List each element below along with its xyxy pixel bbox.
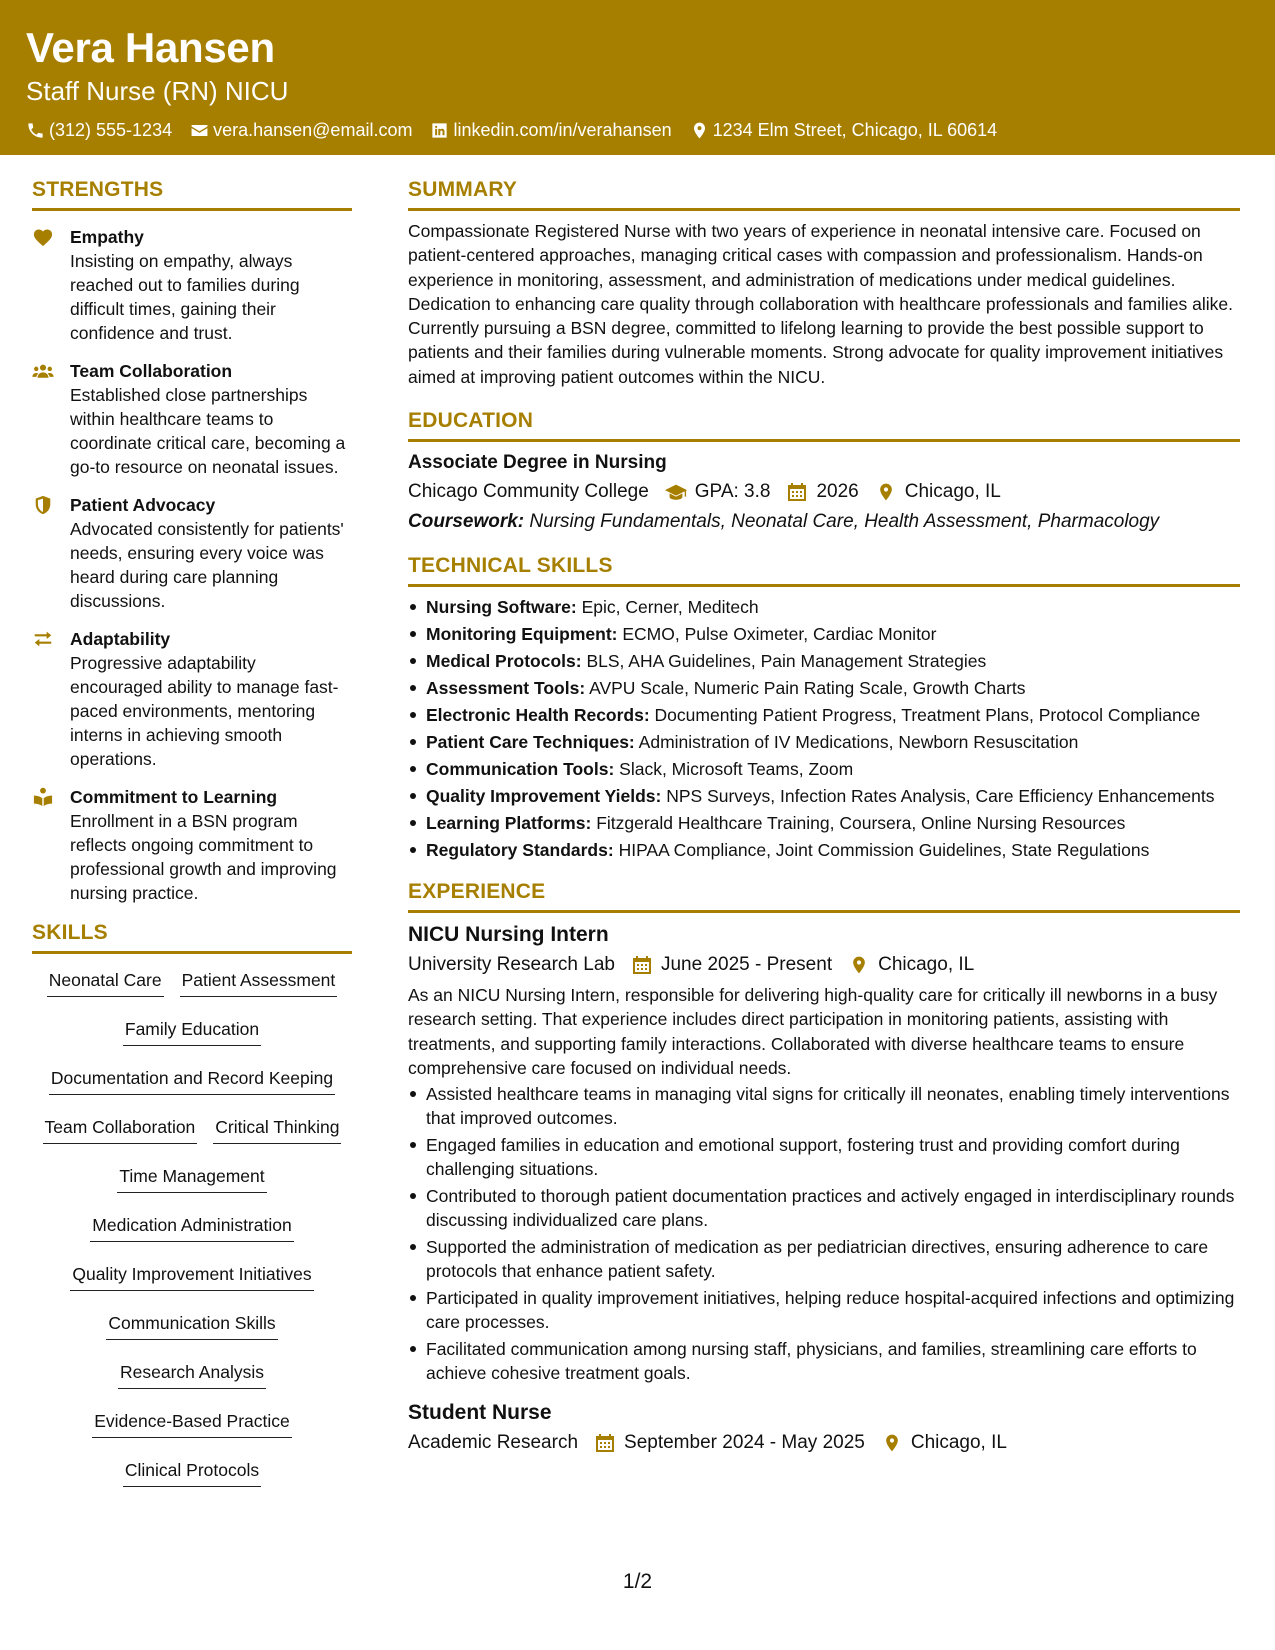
skill-tag: Critical Thinking xyxy=(213,1109,341,1144)
education-location: Chicago, IL xyxy=(904,481,1001,503)
strength-desc: Advocated consistently for patients' needs, ensuring every voice was heard during care planning discussions. xyxy=(70,519,344,611)
skill-tag: Documentation and Record Keeping xyxy=(49,1060,335,1095)
left-column xyxy=(32,176,352,1501)
book-reader-icon xyxy=(32,787,54,807)
strength-title: Empathy xyxy=(70,227,144,247)
degree-name: Associate Degree in Nursing xyxy=(408,452,667,474)
skill-tag: Medication Administration xyxy=(90,1207,293,1242)
arrows-exchange-icon xyxy=(32,629,54,649)
phone-text: (312) 555-1234 xyxy=(49,120,173,140)
experience-title: EXPERIENCE xyxy=(408,878,1240,913)
education-title: EDUCATION xyxy=(408,407,1240,442)
contact-linkedin[interactable] xyxy=(430,118,671,142)
contact-email[interactable] xyxy=(190,118,412,142)
list-item: Nursing Software: Epic, Cerner, Meditech xyxy=(408,595,1240,619)
strength-item xyxy=(32,785,352,905)
shield-icon xyxy=(32,495,54,515)
list-item: Monitoring Equipment: ECMO, Pulse Oximeter, Cardiac Monitor xyxy=(408,622,1240,646)
graduation-year: 2026 xyxy=(816,481,859,503)
job-entry xyxy=(408,1399,1240,1457)
skills-title: SKILLS xyxy=(32,919,352,954)
graduation-cap-icon xyxy=(665,482,687,502)
map-marker-icon xyxy=(881,1433,903,1453)
strength-item xyxy=(32,627,352,771)
list-item: Quality Improvement Yields: NPS Surveys, Infection Rates Analysis, Care Efficiency Enhancements xyxy=(408,784,1240,808)
job-meta xyxy=(408,951,1240,979)
coursework xyxy=(408,508,1240,536)
summary-text: Compassionate Registered Nurse with two years of experience in neonatal intensive care. Focused on patient-centered approaches, managing critical cases with compassion and professionalism. Hands-on experience in monitoring, assessment, and administration of medications under medical guidelines. Dedication to enhancing care quality through collaboration with healthcare professionals and families alike. Currently pursuing a BSN degree, committed to lifelong learning to provide the best possible support to patients and their families during vulnerable moments. Strong advocate for quality improvement initiatives aimed at improving patient outcomes within the NICU. xyxy=(408,221,1233,387)
skill-tag: Communication Skills xyxy=(106,1305,277,1340)
job-meta xyxy=(408,1429,1240,1457)
job-bullets xyxy=(408,1082,1240,1385)
skill-tag: Team Collaboration xyxy=(43,1109,198,1144)
job-dates: June 2025 - Present xyxy=(660,954,833,976)
job-entry xyxy=(408,921,1240,1385)
list-item: Facilitated communication among nursing staff, physicians, and families, streamlining care efforts to achieve cohesive treatment goals. xyxy=(408,1337,1240,1385)
heart-icon xyxy=(32,227,54,247)
job-org: Academic Research xyxy=(408,1432,579,1454)
strengths-title: STRENGTHS xyxy=(32,176,352,211)
list-item: Engaged families in education and emotional support, fostering trust and providing comfort during challenging situations. xyxy=(408,1133,1240,1181)
list-item: Supported the administration of medication as per pediatrician directives, ensuring adherence to care protocols that enhance patient safety. xyxy=(408,1235,1240,1283)
strength-desc: Insisting on empathy, always reached out to families during difficult times, gaining their confidence and trust. xyxy=(70,251,300,343)
job-location: Chicago, IL xyxy=(878,954,975,976)
contact-address xyxy=(690,118,998,142)
job-description: As an NICU Nursing Intern, responsible for delivering high-quality care for critically ill newborns in a busy research setting. That experience includes direct participation in monitoring patients, assisting with treatments, and supporting family interactions. Collaborated with diverse healthcare teams to ensure comprehensive care focused on individual needs. xyxy=(408,985,1218,1078)
coursework-label: Coursework: xyxy=(408,511,525,533)
phone-icon xyxy=(26,121,45,140)
coursework-list: Nursing Fundamentals, Neonatal Care, Health Assessment, Pharmacology xyxy=(529,511,1160,533)
skill-tag: Time Management xyxy=(117,1158,266,1193)
skill-tag: Research Analysis xyxy=(118,1354,266,1389)
map-marker-icon xyxy=(875,482,897,502)
school-name: Chicago Community College xyxy=(408,481,649,503)
strength-desc: Enrollment in a BSN program reflects ongoing commitment to professional growth and improving nursing practice. xyxy=(70,811,337,903)
strength-title: Commitment to Learning xyxy=(70,787,278,807)
strength-item xyxy=(32,493,352,613)
list-item: Communication Tools: Slack, Microsoft Teams, Zoom xyxy=(408,757,1240,781)
skill-tag: Clinical Protocols xyxy=(123,1452,261,1487)
job-location: Chicago, IL xyxy=(910,1432,1007,1454)
list-item: Assessment Tools: AVPU Scale, Numeric Pain Rating Scale, Growth Charts xyxy=(408,676,1240,700)
skills-list xyxy=(32,962,352,1501)
linkedin-icon xyxy=(430,121,449,140)
skill-tag: Neonatal Care xyxy=(47,962,164,997)
list-item: Participated in quality improvement initiatives, helping reduce hospital-acquired infections and optimizing care processes. xyxy=(408,1286,1240,1334)
strength-title: Team Collaboration xyxy=(70,361,233,381)
skill-tag: Family Education xyxy=(123,1011,261,1046)
candidate-name: Vera Hansen xyxy=(26,24,275,71)
job-dates: September 2024 - May 2025 xyxy=(624,1432,865,1454)
map-marker-icon xyxy=(690,121,709,140)
calendar-icon xyxy=(786,482,808,502)
list-item: Assisted healthcare teams in managing vital signs for critically ill neonates, enabling timely interventions that improved outcomes. xyxy=(408,1082,1240,1130)
strength-title: Adaptability xyxy=(70,629,171,649)
list-item: Regulatory Standards: HIPAA Compliance, Joint Commission Guidelines, State Regulations xyxy=(408,838,1240,862)
gpa-text: GPA: 3.8 xyxy=(694,481,771,503)
email-text[interactable]: vera.hansen@email.com xyxy=(213,120,413,140)
strength-item xyxy=(32,359,352,479)
strength-desc: Progressive adaptability encouraged ability to manage fast-paced environments, mentoring interns in achieving smooth operations. xyxy=(70,653,339,769)
job-org: University Research Lab xyxy=(408,954,615,976)
envelope-icon xyxy=(190,121,209,140)
strengths-list xyxy=(32,225,352,905)
map-marker-icon xyxy=(848,955,870,975)
technical-skills-list xyxy=(408,595,1240,862)
strength-title: Patient Advocacy xyxy=(70,495,216,515)
list-item: Electronic Health Records: Documenting Patient Progress, Treatment Plans, Protocol Compliance xyxy=(408,703,1240,727)
resume-header xyxy=(0,0,1275,155)
summary-title: SUMMARY xyxy=(408,176,1240,211)
list-item: Patient Care Techniques: Administration of IV Medications, Newborn Resuscitation xyxy=(408,730,1240,754)
address-text: 1234 Elm Street, Chicago, IL 60614 xyxy=(712,120,998,140)
job-title: Student Nurse xyxy=(408,1401,552,1425)
skill-tag: Evidence-Based Practice xyxy=(92,1403,292,1438)
education-meta xyxy=(408,478,1240,506)
contact-bar xyxy=(26,118,1249,142)
users-icon xyxy=(32,361,54,381)
list-item: Learning Platforms: Fitzgerald Healthcare Training, Coursera, Online Nursing Resources xyxy=(408,811,1240,835)
list-item: Medical Protocols: BLS, AHA Guidelines, Pain Management Strategies xyxy=(408,649,1240,673)
technical-skills-title: TECHNICAL SKILLS xyxy=(408,552,1240,587)
calendar-icon xyxy=(631,955,653,975)
calendar-icon xyxy=(594,1433,616,1453)
list-item: Contributed to thorough patient documentation practices and actively engaged in interdisciplinary rounds discussing individualized care plans. xyxy=(408,1184,1240,1232)
skill-tag: Patient Assessment xyxy=(180,962,338,997)
strength-item xyxy=(32,225,352,345)
right-column xyxy=(408,176,1240,1457)
contact-phone xyxy=(26,118,172,142)
strength-desc: Established close partnerships within healthcare teams to coordinate critical care, becoming a go-to resource on neonatal issues. xyxy=(70,385,346,477)
linkedin-text[interactable]: linkedin.com/in/verahansen xyxy=(453,120,672,140)
candidate-role: Staff Nurse (RN) NICU xyxy=(26,76,289,106)
page-number: 1/2 xyxy=(622,1570,653,1593)
job-title: NICU Nursing Intern xyxy=(408,923,609,947)
skill-tag: Quality Improvement Initiatives xyxy=(70,1256,313,1291)
